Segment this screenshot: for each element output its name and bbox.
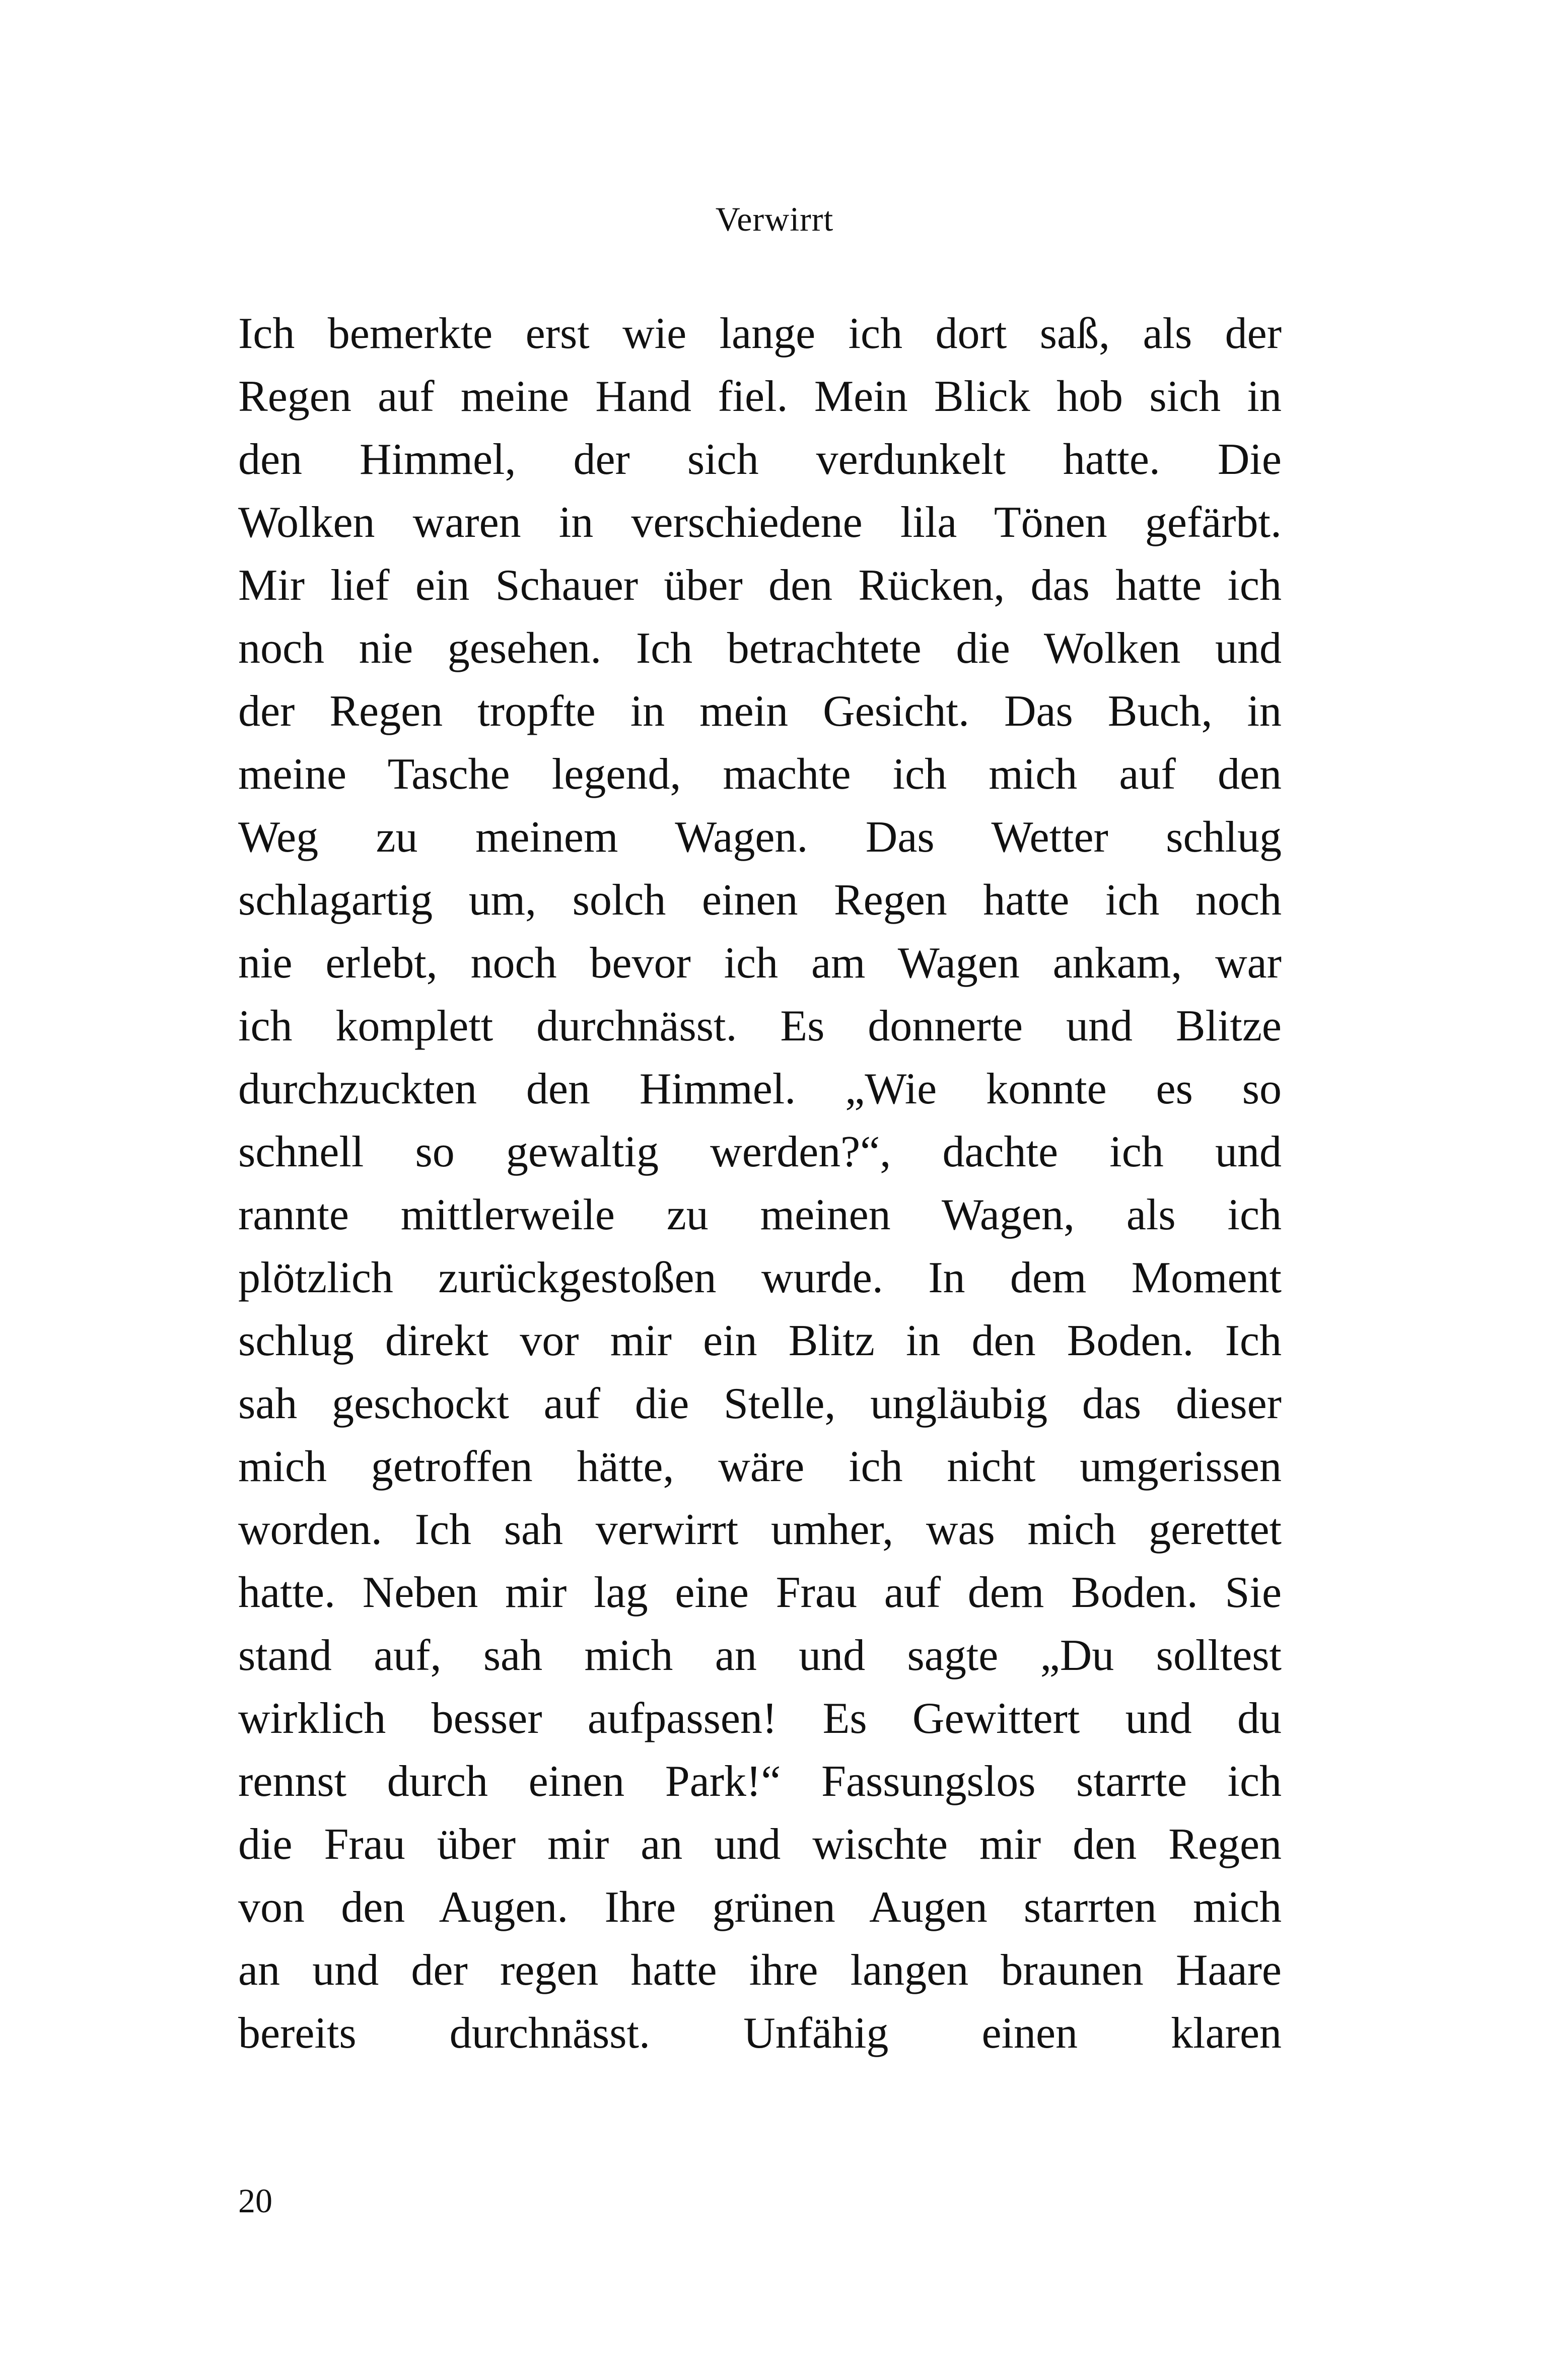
text-line: sah geschockt auf die Stelle, ungläubig das dieser	[238, 1379, 1282, 1428]
text-line: von den Augen. Ihre grünen Augen starrten mich	[238, 1883, 1282, 1932]
text-line: der Regen tropfte in mein Gesicht. Das Buch, in	[238, 687, 1282, 736]
text-line: schlug direkt vor mir ein Blitz in den Boden. Ich	[238, 1316, 1282, 1365]
text-line: durchzuckten den Himmel. „Wie konnte es so	[238, 1065, 1282, 1113]
text-line: Wolken waren in verschiedene lila Tönen gefärbt.	[238, 498, 1282, 547]
text-line: stand auf, sah mich an und sagte „Du solltest	[238, 1631, 1282, 1680]
text-line: Ich bemerkte erst wie lange ich dort saß, als der	[238, 309, 1282, 358]
text-line: ich komplett durchnässt. Es donnerte und Blitze	[238, 1002, 1282, 1051]
text-line: wirklich besser aufpassen! Es Gewittert und du	[238, 1694, 1282, 1743]
text-line: an und der regen hatte ihre langen braunen Haare	[238, 1946, 1282, 1995]
text-line: plötzlich zurückgestoßen wurde. In dem Moment	[238, 1253, 1282, 1302]
text-line: rannte mittlerweile zu meinen Wagen, als ich	[238, 1191, 1282, 1239]
text-line: schnell so gewaltig werden?“, dachte ich und	[238, 1128, 1282, 1176]
text-line: die Frau über mir an und wischte mir den Regen	[238, 1820, 1282, 1869]
text-line: meine Tasche legend, machte ich mich auf den	[238, 750, 1282, 799]
text-line: bereits durchnässt. Unfähig einen klaren	[238, 2009, 1282, 2058]
text-line: noch nie gesehen. Ich betrachtete die Wolken und	[238, 624, 1282, 673]
text-line: den Himmel, der sich verdunkelt hatte. Die	[238, 435, 1282, 484]
text-line: Mir lief ein Schauer über den Rücken, das hatte ich	[238, 561, 1282, 610]
text-line: Weg zu meinem Wagen. Das Wetter schlug	[238, 813, 1282, 862]
text-line: hatte. Neben mir lag eine Frau auf dem Boden. Sie	[238, 1568, 1282, 1617]
running-header-title: Verwirrt	[715, 200, 834, 238]
text-line: rennst durch einen Park!“ Fassungslos starrte ich	[238, 1757, 1282, 1806]
text-line: schlagartig um, solch einen Regen hatte ich noch	[238, 876, 1282, 925]
text-line: nie erlebt, noch bevor ich am Wagen ankam, war	[238, 939, 1282, 988]
text-line: Regen auf meine Hand fiel. Mein Blick hob sich in	[238, 372, 1282, 421]
page-number: 20	[238, 2182, 272, 2220]
text-line: worden. Ich sah verwirrt umher, was mich gerettet	[238, 1505, 1282, 1554]
text-line: mich getroffen hätte, wäre ich nicht umgerissen	[238, 1442, 1282, 1491]
body-paragraph	[238, 302, 1282, 2065]
